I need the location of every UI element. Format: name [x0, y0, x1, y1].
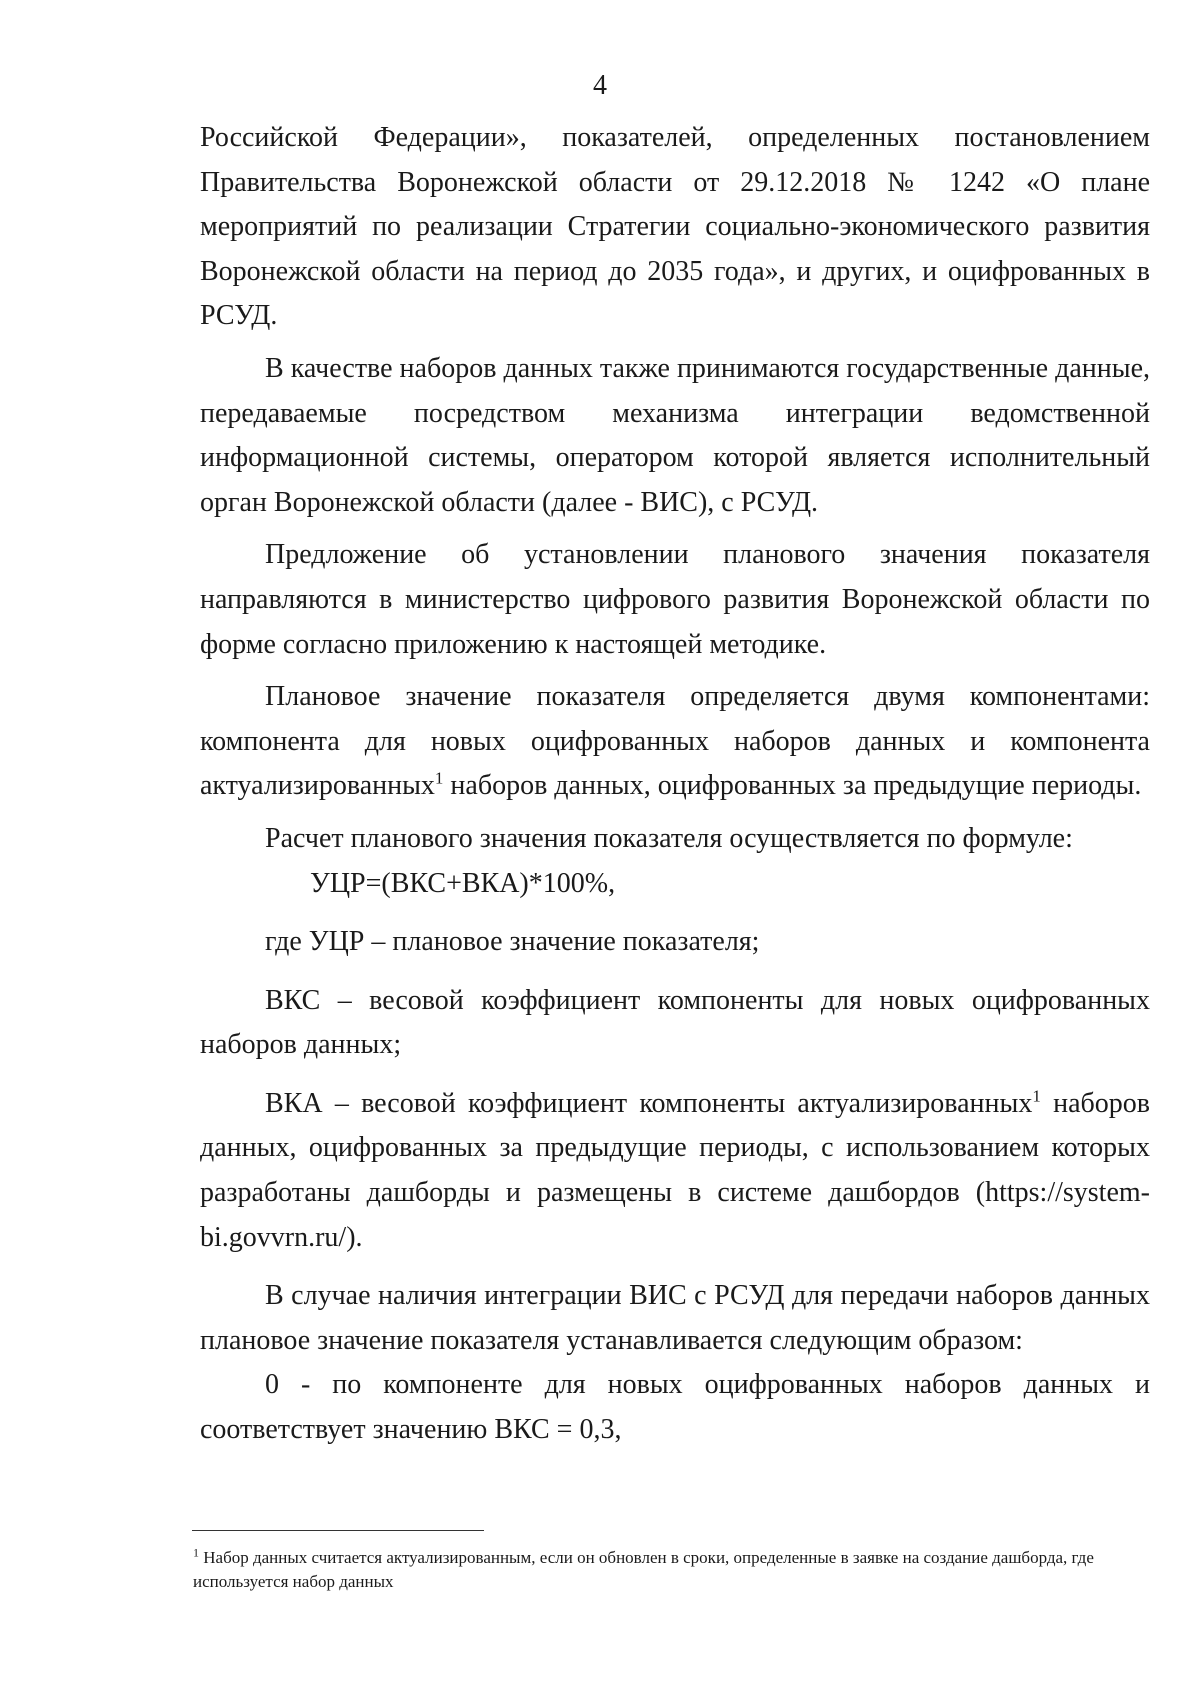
- footnote-divider: [192, 1530, 484, 1531]
- paragraph-6: где УЦР – плановое значение показателя;: [265, 926, 760, 958]
- paragraph-10: 0 - по компоненте для новых оцифрованных наборов данных и соответствует значению ВКС = 0,3,: [200, 1369, 1150, 1446]
- paragraph-3: Предложение об установлении планового значения показателя направляются в министерство цифрового развития Воронежской области по форме согласно приложению к настоящей методике.: [200, 539, 1150, 660]
- paragraph-4: [200, 675, 1150, 809]
- formula: УЦР=(ВКС+ВКА)*100%,: [310, 867, 616, 899]
- paragraph-5: Расчет планового значения показателя осуществляется по формуле:: [265, 822, 1073, 854]
- document-body: [200, 116, 1150, 1453]
- paragraph-2: В качестве наборов данных также принимаются государственные данные, передаваемые посредством механизма интеграции ведомственной информационной системы, оператором которой является исполнительный орган Воронежской области (далее - ВИС), с РСУД.: [200, 352, 1150, 518]
- paragraph-8-text-b: наборов данных, оцифрованных за предыдущие периоды, с использованием которых разработаны дашборды и размещены в системе дашбордов (https://system-bi.govvrn.ru/).: [200, 1087, 1150, 1253]
- footnote-marker: 1: [193, 1545, 199, 1560]
- page-number: 4: [593, 70, 607, 101]
- paragraph-4-text-a: Плановое значение показателя определяется двумя компонентами: компонента для новых оцифрованных наборов данных и компонента актуализированных: [200, 681, 1150, 802]
- footnote-ref: 1: [1032, 1086, 1041, 1106]
- paragraph-7: ВКС – весовой коэффициент компоненты для новых оцифрованных наборов данных;: [200, 984, 1150, 1061]
- paragraph-4-text-b: наборов данных, оцифрованных за предыдущие периоды.: [443, 770, 1142, 802]
- paragraph-9: В случае наличия интеграции ВИС с РСУД для передачи наборов данных плановое значение показателя устанавливается следующим образом:: [200, 1280, 1150, 1356]
- paragraph-8-text-a: ВКА – весовой коэффициент компоненты актуализированных: [265, 1087, 1033, 1119]
- paragraph-8: [200, 1082, 1150, 1260]
- footnote: [193, 1546, 1113, 1594]
- paragraph-1: Российской Федерации», показателей, определенных постановлением Правительства Воронежской области от 29.12.2018 № 1242 «О плане мероприятий по реализации Стратегии социально-экономического развития Воронежской области на период до 2035 года», и других, и оцифрованных в РСУД.: [200, 122, 1150, 332]
- footnote-ref: 1: [434, 768, 444, 788]
- footnote-text: Набор данных считается актуализированным, если он обновлен в сроки, определенные в заявке на создание дашборда, где используется набор данных: [193, 1548, 1094, 1591]
